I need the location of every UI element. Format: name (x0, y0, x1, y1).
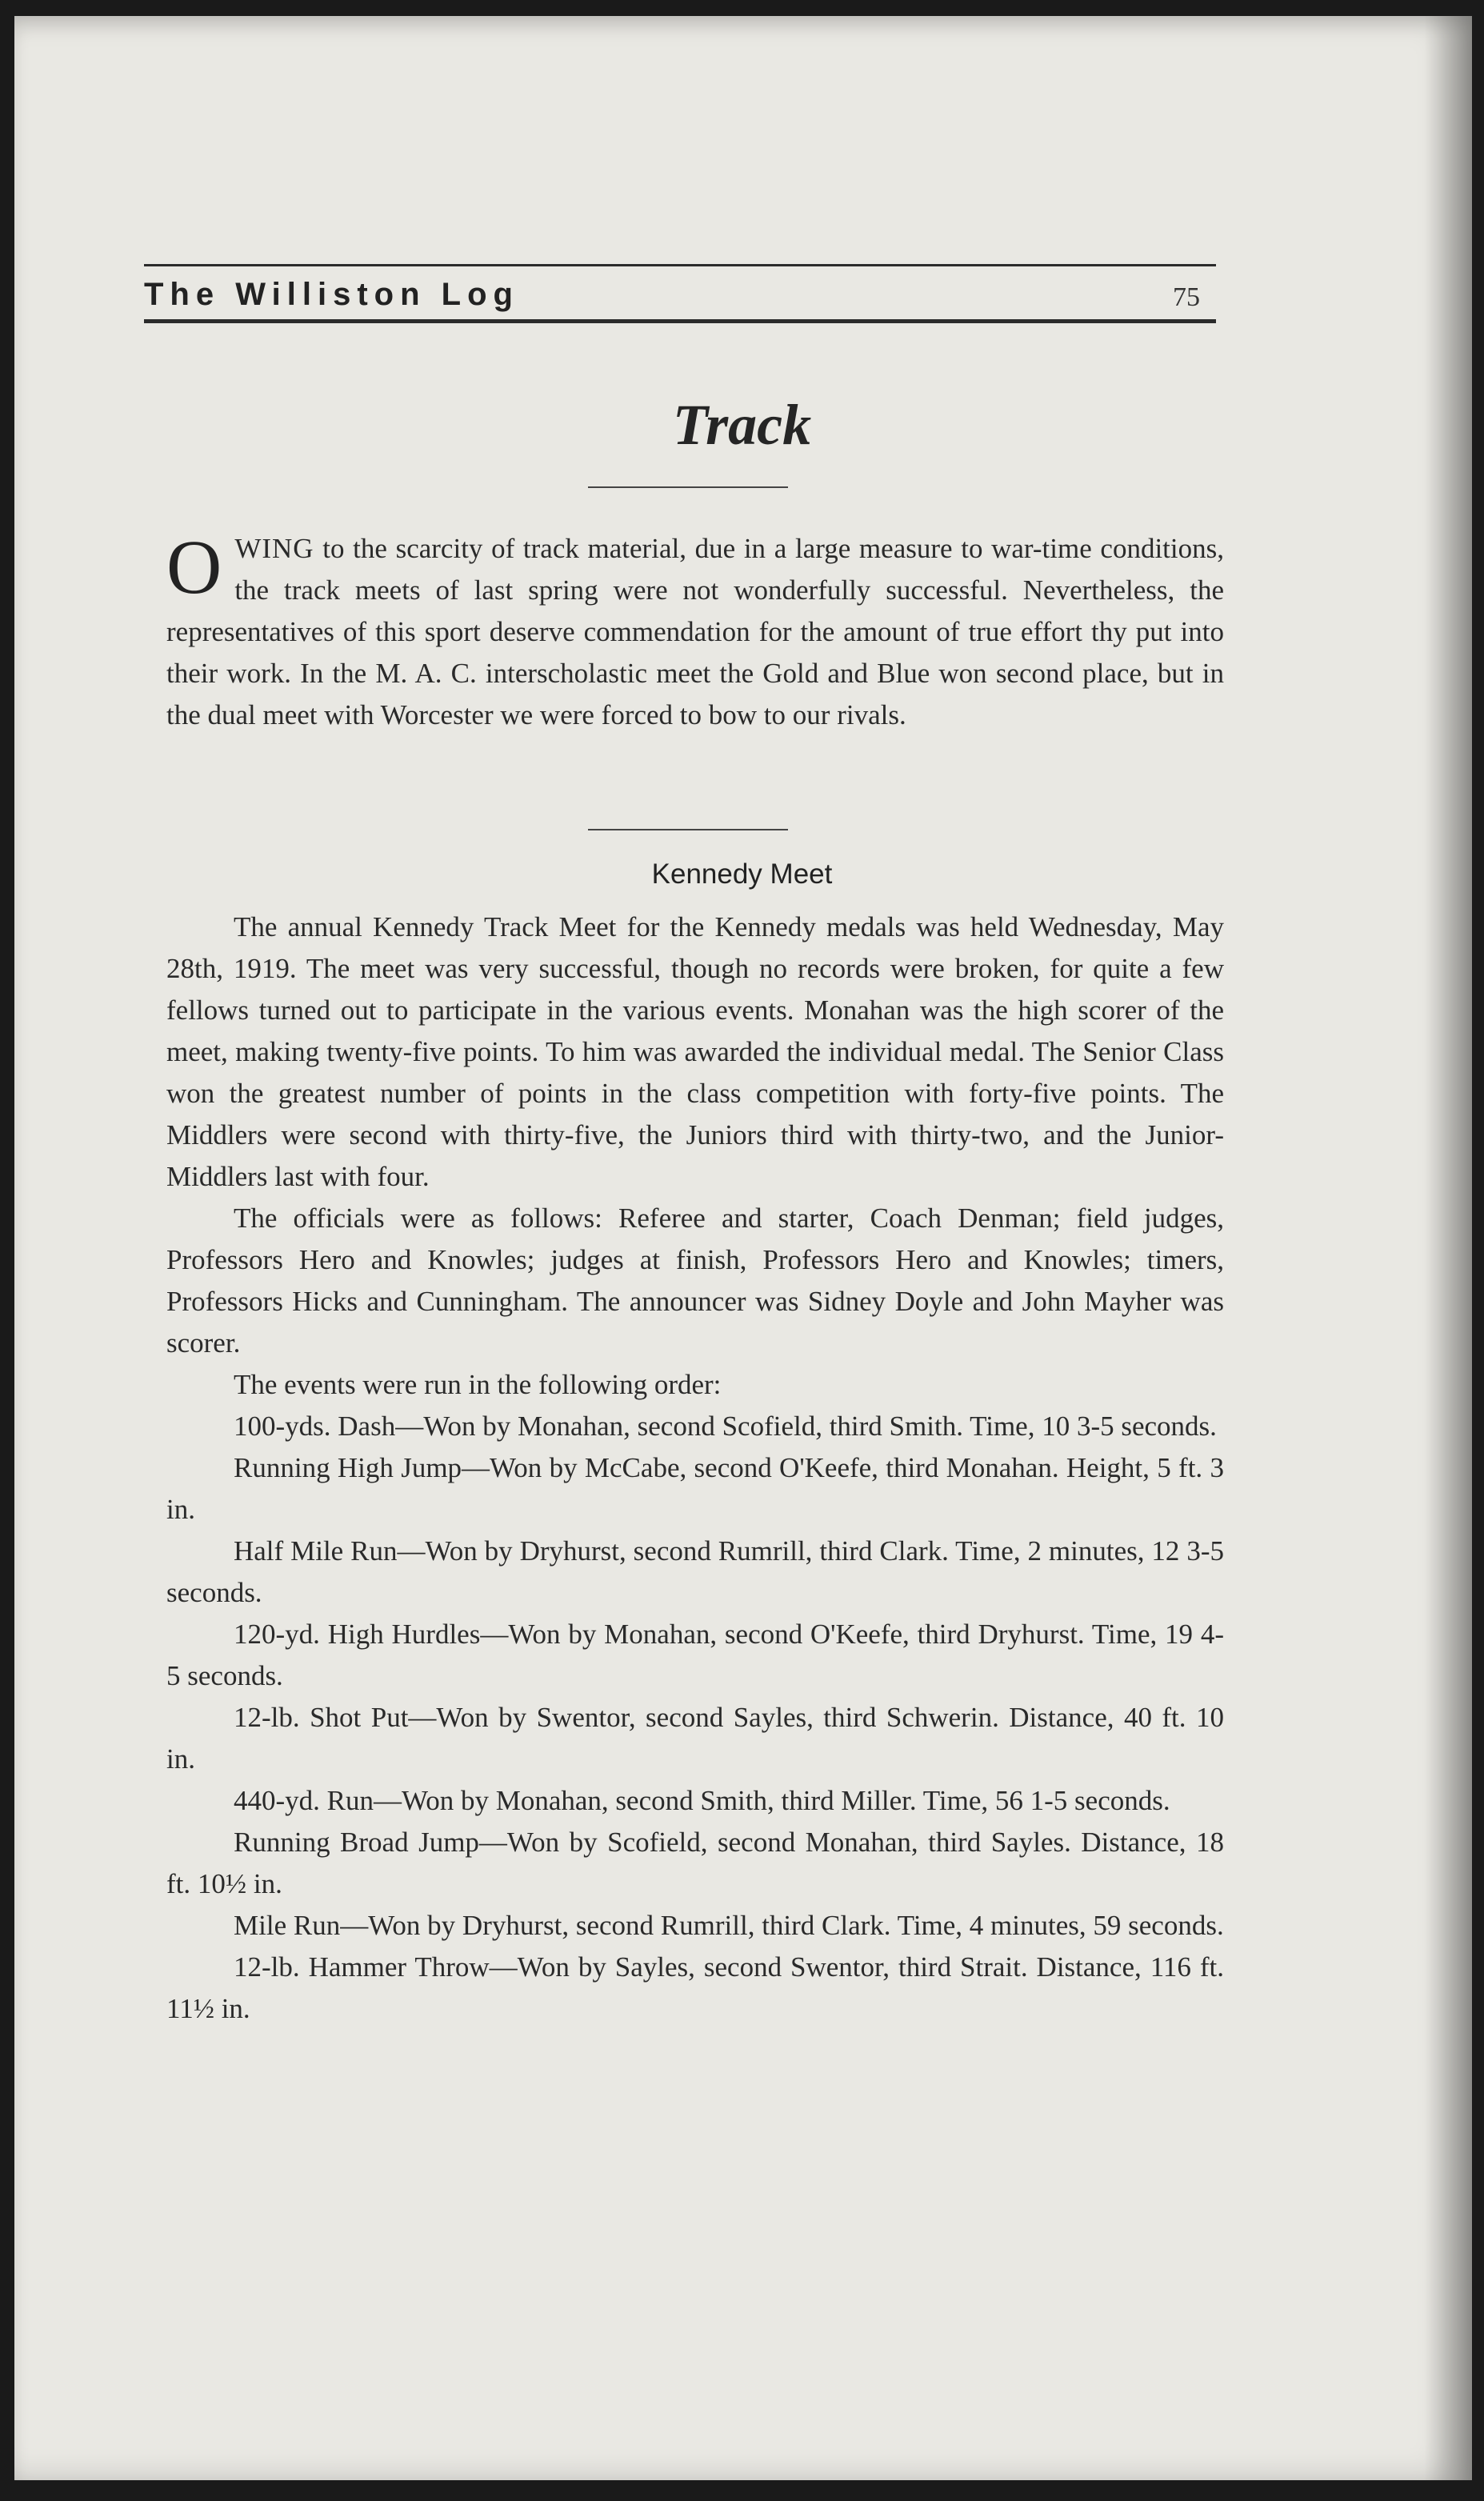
event-item: Half Mile Run—Won by Dryhurst, second Rumrill, third Clark. Time, 2 minutes, 12 3-5 seconds. (166, 1535, 1224, 1608)
title-divider (588, 486, 788, 488)
journal-title: The Williston Log (144, 277, 519, 312)
kennedy-meet-section (166, 906, 1224, 2030)
intro-text: to the scarcity of track material, due in a large measure to war-time conditions, the track meets of last spring were not wonderfully successful. Nevertheless, the representatives of this sport deserve commendation for the amount of true effort thy put into their work. In the M. A. C. interscholastic meet the Gold and Blue won second place, but in the dual meet with Worcester we were forced to bow to our rivals. (166, 533, 1224, 730)
header-rule-top (144, 264, 1216, 266)
event-item: 12-lb. Hammer Throw—Won by Sayles, second Swentor, third Strait. Distance, 116 ft. 11½ in. (166, 1951, 1224, 2024)
event-item: 100-yds. Dash—Won by Monahan, second Scofield, third Smith. Time, 10 3-5 seconds. (234, 1411, 1217, 1442)
kennedy-paragraph-2: The officials were as follows: Referee and starter, Coach Denman; field judges, Professors Hero and Knowles; judges at finish, Professors Hero and Knowles; timers, Professors Hicks and Cunningham. The announcer was Sidney Doyle and John Mayher was scorer. (166, 1202, 1224, 1359)
event-list (166, 1406, 1224, 2030)
kennedy-paragraph-1: The annual Kennedy Track Meet for the Kennedy medals was held Wednesday, May 28th, 1919. The meet was very successful, though no records were broken, for quite a few fellows turned out to participate in the various events. Monahan was the high scorer of the meet, making twenty-five points. To him was awarded the individual medal. The Senior Class won the greatest number of points in the class competition with forty-five points. The Middlers were second with thirty-five, the Juniors third with thirty-two, and the Junior-Middlers last with four. (166, 911, 1224, 1192)
header-rule-bottom (144, 319, 1216, 323)
page-edge-shadow (1424, 16, 1472, 2480)
events-intro: The events were run in the following order: (234, 1369, 722, 1400)
event-item: Mile Run—Won by Dryhurst, second Rumrill, third Clark. Time, 4 minutes, 59 seconds. (234, 1910, 1224, 1941)
event-item: 440-yd. Run—Won by Monahan, second Smith, third Miller. Time, 56 1-5 seconds. (234, 1785, 1170, 1816)
running-header (144, 264, 1216, 323)
event-item: Running Broad Jump—Won by Scofield, second Monahan, third Sayles. Distance, 18 ft. 10½ in. (166, 1827, 1224, 1899)
section-divider (588, 829, 788, 830)
intro-first-word: WING (234, 533, 314, 564)
section-heading: Kennedy Meet (651, 858, 833, 890)
event-item: 12-lb. Shot Put—Won by Swentor, second Sayles, third Schwerin. Distance, 40 ft. 10 in. (166, 1702, 1224, 1775)
drop-cap: O (166, 524, 222, 610)
event-item: 120-yd. High Hurdles—Won by Monahan, second O'Keefe, third Dryhurst. Time, 19 4-5 seconds. (166, 1619, 1224, 1691)
article-title: Track (672, 393, 812, 457)
intro-paragraph (166, 524, 1224, 736)
event-item: Running High Jump—Won by McCabe, second O'Keefe, third Monahan. Height, 5 ft. 3 in. (166, 1452, 1224, 1525)
page-number: 75 (1173, 282, 1200, 312)
